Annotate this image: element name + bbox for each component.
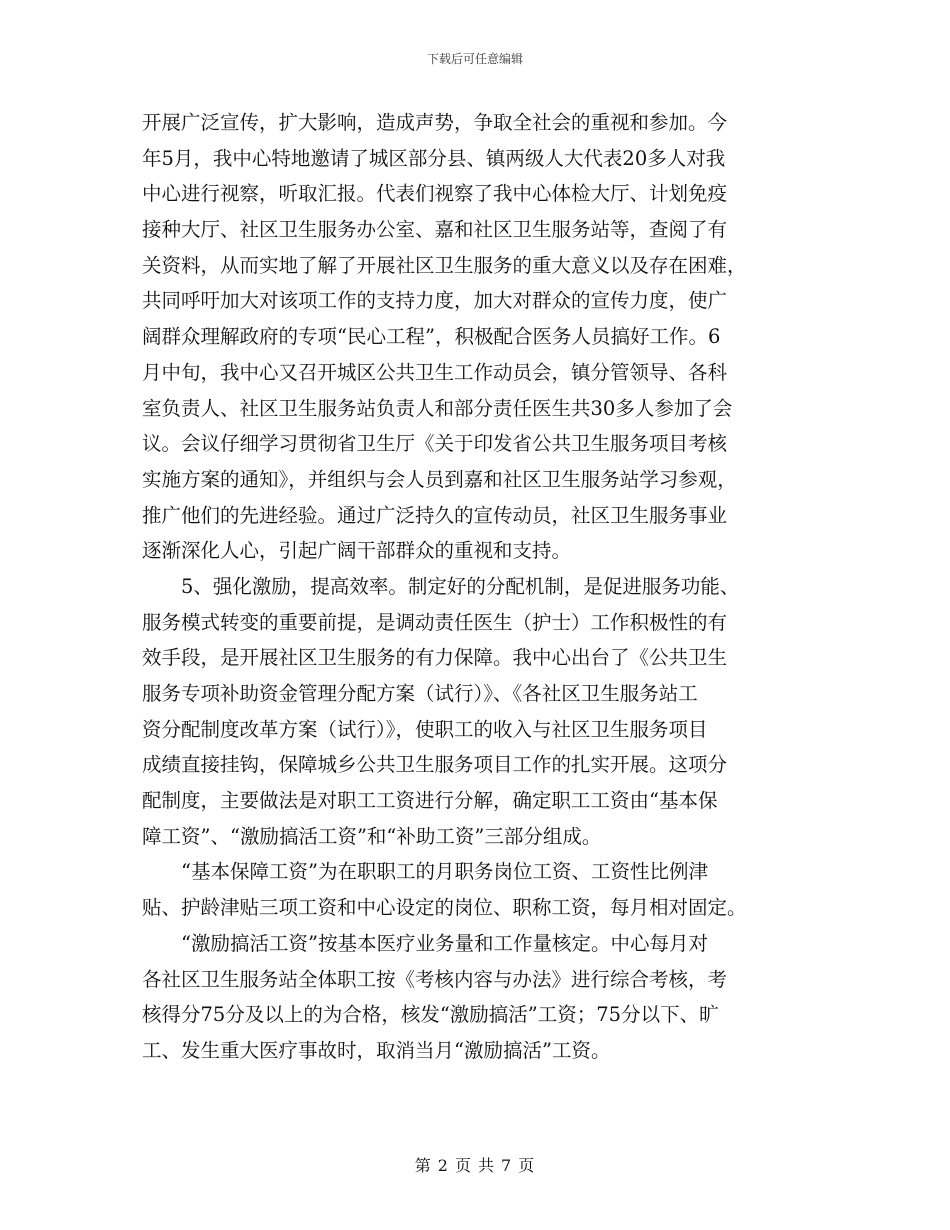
text-line: 障工资”、“激励搞活工资”和“补助工资”三部分组成。	[142, 824, 602, 848]
text-line: 5、强化激励，提高效率。制定好的分配机制，是促进服务功能、	[142, 574, 740, 598]
current-page-number: 2	[437, 1156, 449, 1175]
text-line: 工、发生重大医疗事故时，取消当月“激励搞活”工资。	[142, 1038, 611, 1062]
text-line: 效手段，是开展社区卫生服务的有力保障。我中心出台了《公共卫生	[142, 646, 728, 670]
text-line: “激励搞活工资”按基本医疗业务量和工作量核定。中心每月对	[142, 931, 708, 955]
text-line: 资分配制度改革方案（试行）》，使职工的收入与社区卫生服务项目	[142, 717, 708, 741]
text-line: 配制度，主要做法是对职工工资进行分解，确定职工工资由“基本保	[142, 789, 718, 813]
text-line: 推广他们的先进经验。通过广泛持久的宣传动员，社区卫生服务事业	[142, 503, 728, 527]
page-header: 下载后可任意编辑	[426, 52, 523, 66]
text-line: 成绩直接挂钩，保障城乡公共卫生服务项目工作的扎实开展。这项分	[142, 753, 728, 777]
text-line: 开展广泛宣传，扩大影响，造成声势，争取全社会的重视和参加。今	[142, 111, 728, 134]
text-line: 核得分75分及以上的为合格，核发“激励搞活”工资；75分以下、旷	[142, 1003, 719, 1027]
footer-prefix: 第	[414, 1156, 432, 1175]
footer-mid: 页 共	[454, 1156, 496, 1175]
text-line: “基本保障工资”为在职职工的月职务岗位工资、工资性比例津	[142, 860, 708, 884]
text-line: 中心进行视察，听取汇报。代表们视察了我中心体检大厅、计划免疫	[142, 182, 728, 206]
document-body	[142, 105, 806, 1069]
text-line: 贴、护龄津贴三项工资和中心设定的岗位、职称工资，每月相对固定。	[142, 896, 747, 920]
text-line: 实施方案的通知》，并组织与会人员到嘉和社区卫生服务站学习参观，	[142, 467, 737, 491]
text-line: 服务专项补助资金管理分配方案（试行）》、《各社区卫生服务站工	[142, 682, 698, 705]
text-line: 关资料，从而实地了解了开展社区卫生服务的重大意义以及存在困难，	[142, 253, 747, 277]
text-line: 共同呼吁加大对该项工作的支持力度，加大对群众的宣传力度，使广	[142, 289, 728, 313]
footer-suffix: 页	[518, 1156, 536, 1175]
text-line: 月中旬，我中心又召开城区公共卫生工作动员会，镇分管领导、各科	[142, 360, 728, 384]
text-line: 各社区卫生服务站全体职工按《考核内容与办法》进行综合考核，考	[142, 967, 728, 991]
total-page-count: 7	[501, 1156, 513, 1175]
text-line: 接种大厅、社区卫生服务办公室、嘉和社区卫生服务站等，查阅了有	[142, 218, 728, 242]
text-line: 议。会议仔细学习贯彻省卫生厅《关于印发省公共卫生服务项目考核	[142, 432, 728, 456]
text-line: 阔群众理解政府的专项“民心工程”，积极配合医务人员搞好工作。6	[142, 325, 721, 349]
text-line: 服务模式转变的重要前提，是调动责任医生（护士）工作积极性的有	[142, 610, 728, 634]
text-line: 逐渐深化人心，引起广阔干部群众的重视和支持。	[142, 539, 572, 563]
text-line: 室负责人、社区卫生服务站负责人和部分责任医生共30多人参加了会	[142, 396, 733, 420]
page-footer	[0, 1153, 950, 1176]
text-line: 年5月，我中心特地邀请了城区部分县、镇两级人大代表20多人对我	[142, 146, 726, 170]
